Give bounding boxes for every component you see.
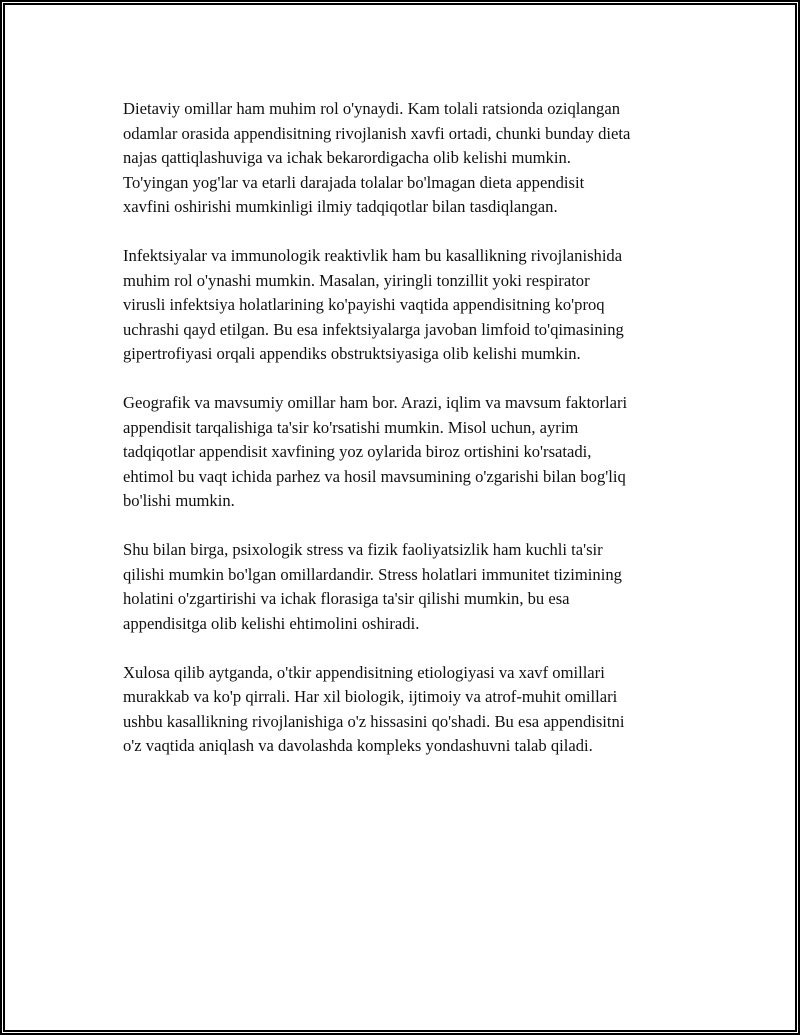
text-line: gipertrofiyasi orqali appendiks obstruktsiyasiga olib kelishi mumkin.	[123, 344, 581, 363]
text-line: appendisitga olib kelishi ehtimolini oshiradi.	[123, 613, 420, 633]
text-line: virusli infektsiya holatlarining ko'payishi vaqtida appendisitning ko'proq	[123, 295, 605, 314]
text-line: appendisit tarqalishiga ta'sir ko'rsatishi mumkin. Misol uchun, ayrim	[123, 417, 579, 437]
text-line: tadqiqotlar appendisit xavfining yoz oylarida biroz ortishini ko'rsatadi,	[123, 442, 592, 461]
paragraph-conclusion	[123, 661, 698, 759]
text-line: bo'lishi mumkin.	[123, 491, 235, 510]
text-line: qilishi mumkin bo'lgan omillardandir. Stress holatlari immunitet tizimining	[123, 564, 622, 584]
text-line: To'yingan yog'lar va etarli darajada tolalar bo'lmagan dieta appendisit	[123, 172, 585, 192]
text-line: murakkab va ko'p qirrali. Har xil biologik, ijtimoiy va atrof-muhit omillari	[123, 687, 618, 706]
text-line: odamlar orasida appendisitning rivojlanish xavfi ortadi, chunki bunday dieta	[123, 123, 631, 143]
text-line: Dietaviy omillar ham muhim rol o'ynaydi. Kam tolali ratsionda oziqlangan	[123, 99, 621, 118]
text-line: muhim rol o'ynashi mumkin. Masalan, yiringli tonzillit yoki respirator	[123, 270, 590, 290]
paragraph-dietary-factors	[123, 97, 698, 220]
text-line: uchrashi qayd etilgan. Bu esa infektsiyalarga javoban limfoid to'qimasining	[123, 319, 624, 339]
document-body	[123, 97, 698, 783]
text-line: najas qattiqlashuviga va ichak bekarordigacha olib kelishi mumkin.	[123, 148, 571, 167]
text-line: holatini o'zgartirishi va ichak florasiga ta'sir qilishi mumkin, bu esa	[123, 589, 570, 608]
text-line: Geografik va mavsumiy omillar ham bor. Arazi, iqlim va mavsum faktorlari	[123, 393, 628, 412]
text-line: Infektsiyalar va immunologik reaktivlik ham bu kasallikning rivojlanishida	[123, 246, 623, 265]
text-line: Shu bilan birga, psixologik stress va fizik faoliyatsizlik ham kuchli ta'sir	[123, 540, 603, 559]
text-line: o'z vaqtida aniqlash va davolashda kompleks yondashuvni talab qiladi.	[123, 736, 593, 755]
text-line: ushbu kasallikning rivojlanishiga o'z hissasini qo'shadi. Bu esa appendisitni	[123, 711, 625, 731]
paragraph-infections	[123, 244, 698, 367]
text-line: xavfini oshirishi mumkinligi ilmiy tadqiqotlar bilan tasdiqlangan.	[123, 197, 558, 216]
text-line: Xulosa qilib aytganda, o'tkir appendisitning etiologiyasi va xavf omillari	[123, 662, 605, 682]
text-line: ehtimol bu vaqt ichida parhez va hosil mavsumining o'zgarishi bilan bog'liq	[123, 466, 626, 486]
paragraph-geographic-seasonal	[123, 391, 698, 514]
paragraph-stress	[123, 538, 698, 636]
